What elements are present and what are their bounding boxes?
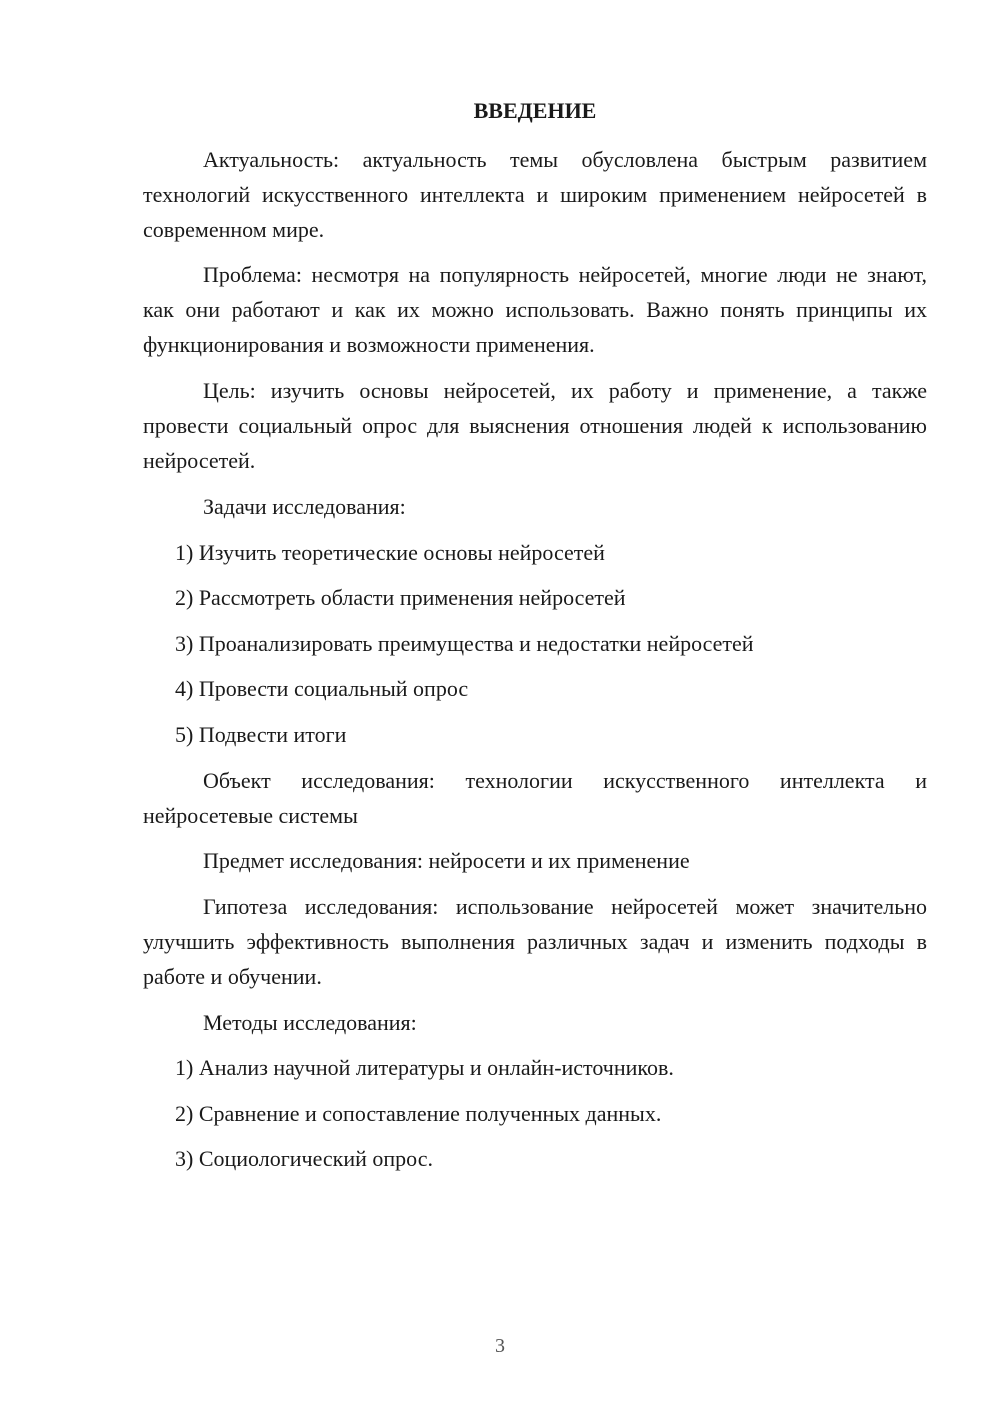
method-item: 2) Сравнение и сопоставление полученных данных. xyxy=(175,1101,662,1126)
object-block xyxy=(143,763,927,833)
methods-title-block xyxy=(143,1005,927,1040)
tasks-title-block xyxy=(143,489,927,524)
goal-block xyxy=(143,373,927,478)
problem-block xyxy=(143,257,927,362)
tasks-list-item-5 xyxy=(143,717,927,752)
task-item: 3) Проанализировать преимущества и недостатки нейросетей xyxy=(175,631,754,656)
methods-list-item-1 xyxy=(143,1050,927,1085)
tasks-list-item-3 xyxy=(143,626,927,661)
methods-list-item-2 xyxy=(143,1096,927,1131)
goal-paragraph: Цель: изучить основы нейросетей, их работу и применение, а также провести социальный опрос для выяснения отношения людей к использованию нейросетей. xyxy=(143,378,927,473)
method-item: 3) Социологический опрос. xyxy=(175,1146,433,1171)
problem-paragraph: Проблема: несмотря на популярность нейросетей, многие люди не знают, как они работают и как их можно использовать. Важно понять принципы их функционирования и возможности применения. xyxy=(143,262,927,357)
methods-list-item-3 xyxy=(143,1141,927,1176)
method-item: 1) Анализ научной литературы и онлайн-источников. xyxy=(175,1055,674,1080)
page-number: 3 xyxy=(495,1335,505,1357)
relevance-paragraph: Актуальность: актуальность темы обусловлена быстрым развитием технологий искусственного интеллекта и широким применением нейросетей в современном мире. xyxy=(143,147,927,242)
task-item: 5) Подвести итоги xyxy=(175,722,347,747)
task-item: 2) Рассмотреть области применения нейросетей xyxy=(175,585,626,610)
task-item: 1) Изучить теоретические основы нейросетей xyxy=(175,540,605,565)
tasks-title: Задачи исследования: xyxy=(203,494,406,519)
tasks-list-item-1 xyxy=(143,535,927,570)
subject-block xyxy=(143,843,927,878)
object-paragraph: Объект исследования: технологии искусственного интеллекта и нейросетевые системы xyxy=(143,768,927,828)
page-title: ВВЕДЕНИЕ xyxy=(473,98,597,123)
hypothesis-block xyxy=(143,889,927,994)
methods-title: Методы исследования: xyxy=(203,1010,417,1035)
tasks-list-item-2 xyxy=(143,580,927,615)
task-item: 4) Провести социальный опрос xyxy=(175,676,469,701)
hypothesis-paragraph: Гипотеза исследования: использование нейросетей может значительно улучшить эффективность выполнения различных задач и изменить подходы в работе и обучении. xyxy=(143,894,927,989)
subject-paragraph: Предмет исследования: нейросети и их применение xyxy=(203,848,690,873)
relevance-block xyxy=(143,142,927,247)
tasks-list-item-4 xyxy=(143,671,927,706)
